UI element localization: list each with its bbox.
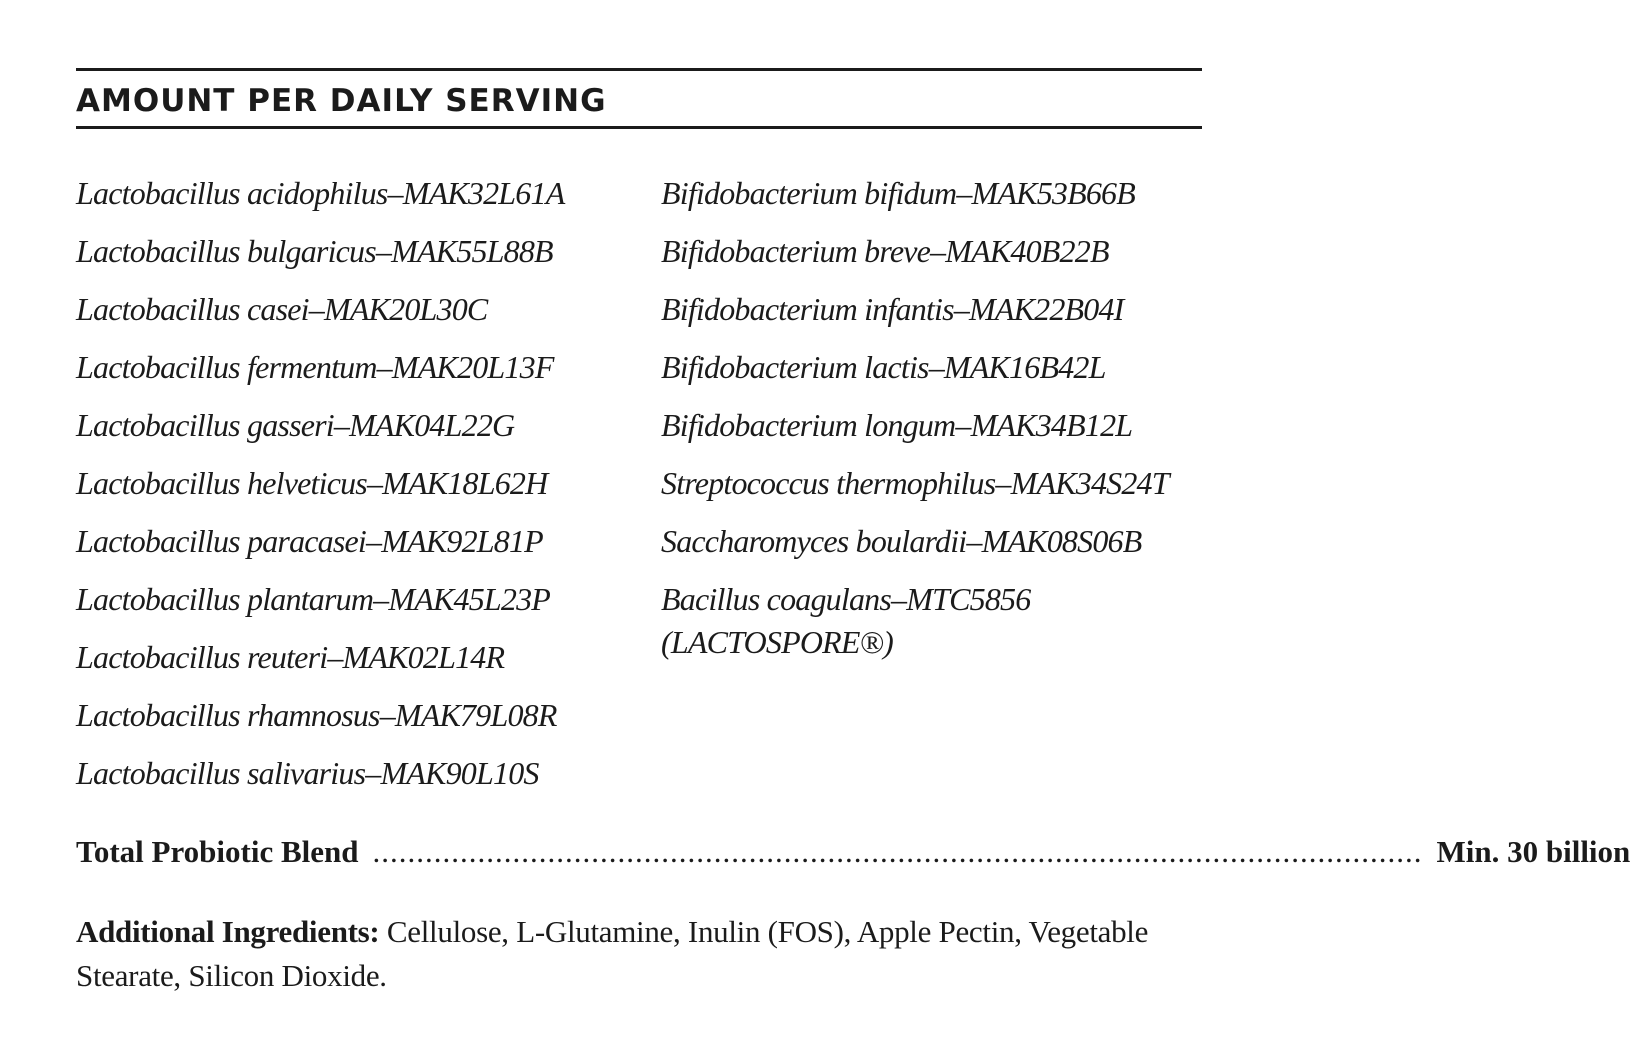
strain-item: Lactobacillus casei–MAK20L30C [76,291,488,327]
strain-item: Bifidobacterium infantis–MAK22B04I [661,291,1124,327]
strain-item: Lactobacillus reuteri–MAK02L14R [76,639,505,675]
strain-item: Lactobacillus fermentum–MAK20L13F [76,349,554,385]
serving-heading: AMOUNT PER DAILY SERVING [76,83,607,119]
strain-item: Bifidobacterium breve–MAK40B22B [661,233,1109,269]
strain-item: Bifidobacterium longum–MAK34B12L [661,407,1133,443]
strain-item: Lactobacillus gasseri–MAK04L22G [76,407,515,443]
strain-item: Lactobacillus helveticus–MAK18L62H [76,465,548,501]
strain-item: Bifidobacterium bifidum–MAK53B66B [661,175,1135,211]
strain-item: Saccharomyces boulardii–MAK08S06B [661,523,1142,559]
strain-item: Lactobacillus paracasei–MAK92L81P [76,523,543,559]
strain-item: Lactobacillus acidophilus–MAK32L61A [76,175,565,211]
strain-item: Streptococcus thermophilus–MAK34S24T [661,465,1169,501]
dot-leader: ........................................................................................................................ [372,834,1423,869]
strain-item: Lactobacillus bulgaricus–MAK55L88B [76,233,553,269]
total-value: Min. 30 billion [1436,834,1630,869]
strain-list-left [76,172,651,810]
strain-item: Bacillus coagulans–MTC5856 (LACTOSPORE®) [661,581,1031,660]
heading-rule [76,126,1202,129]
strain-item: Bifidobacterium lactis–MAK16B42L [661,349,1106,385]
total-label: Total Probiotic Blend [76,834,359,869]
total-probiotic-blend-row [76,830,1630,874]
additional-ingredients-label: Additional Ingredients: [76,914,380,949]
top-rule [76,68,1202,71]
strain-item: Lactobacillus rhamnosus–MAK79L08R [76,697,557,733]
additional-ingredients-text: Cellulose, L-Glutamine, Inulin (FOS), Apple Pectin, Vegetable Stearate, Silicon Dioxide. [76,914,1149,993]
additional-ingredients [76,910,1206,998]
strain-item: Lactobacillus salivarius–MAK90L10S [76,755,539,791]
strain-item: Lactobacillus plantarum–MAK45L23P [76,581,551,617]
strain-list-right [661,172,1221,679]
